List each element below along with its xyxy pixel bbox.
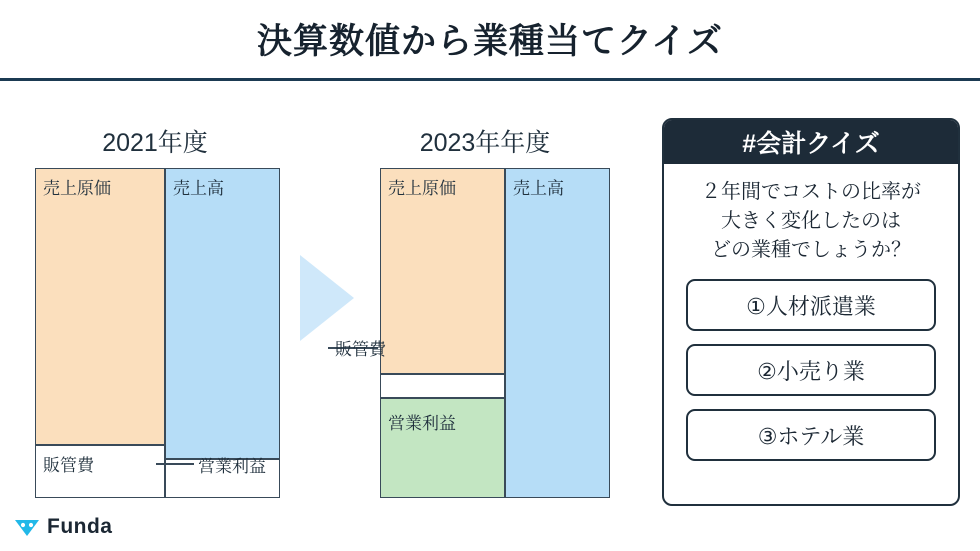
quiz-question xyxy=(664,178,958,265)
segment-label-sga-2021: 販管費 xyxy=(43,456,94,475)
page-header xyxy=(0,0,980,78)
panel-title-2021: 2021年度 xyxy=(102,129,208,157)
segment-label-sales-2023: 売上高 xyxy=(513,179,564,198)
quiz-options xyxy=(664,279,958,461)
quiz-option-2[interactable]: ②小売り業 xyxy=(686,344,936,396)
footer-logo-text: Funda xyxy=(47,515,113,538)
quiz-option-3[interactable]: ③ホテル業 xyxy=(686,409,936,461)
footer-logo xyxy=(14,515,113,539)
quiz-question-line-1: ２年間でコストの比率が xyxy=(701,181,921,203)
callout-label-sga-2023: 販管費 xyxy=(335,340,386,359)
quiz-option-1[interactable]: ①人材派遣業 xyxy=(686,279,936,331)
quiz-question-line-3: どの業種でしょうか？ xyxy=(711,239,911,261)
quiz-question-line-2: 大きく変化したのは xyxy=(721,210,901,232)
segment-cogs-2023 xyxy=(380,168,505,374)
callout-line-profit-2021 xyxy=(156,463,194,465)
segment-sga-2023 xyxy=(380,374,505,398)
segment-operating-profit-2023 xyxy=(380,398,505,498)
stack-2023-costs xyxy=(380,168,505,498)
stack-2021-costs xyxy=(35,168,165,498)
callout-label-profit-2021: 営業利益 xyxy=(198,457,266,476)
quiz-card xyxy=(662,118,960,506)
segment-cogs-2021 xyxy=(35,168,165,445)
segment-sga-2021 xyxy=(35,445,165,498)
header-divider xyxy=(0,78,980,81)
segment-label-sales-2021: 売上高 xyxy=(173,179,224,198)
segment-label-profit-2023: 営業利益 xyxy=(388,414,456,433)
stack-2023-sales xyxy=(505,168,610,498)
page-title: 決算数値から業種当てクイズ xyxy=(257,22,723,61)
segment-label-cogs-2021: 売上原価 xyxy=(43,179,111,198)
panel-title-2023: 2023年年度 xyxy=(419,129,551,157)
segment-sales-2023 xyxy=(505,168,610,498)
funda-diamond-icon xyxy=(14,516,40,538)
chart-area xyxy=(0,95,660,515)
segment-sales-2021 xyxy=(165,168,280,459)
segment-label-cogs-2023: 売上原価 xyxy=(388,179,456,198)
transition-arrow-icon xyxy=(300,255,354,341)
quiz-badge: #会計クイズ xyxy=(664,120,958,164)
stack-2021-sales xyxy=(165,168,280,498)
